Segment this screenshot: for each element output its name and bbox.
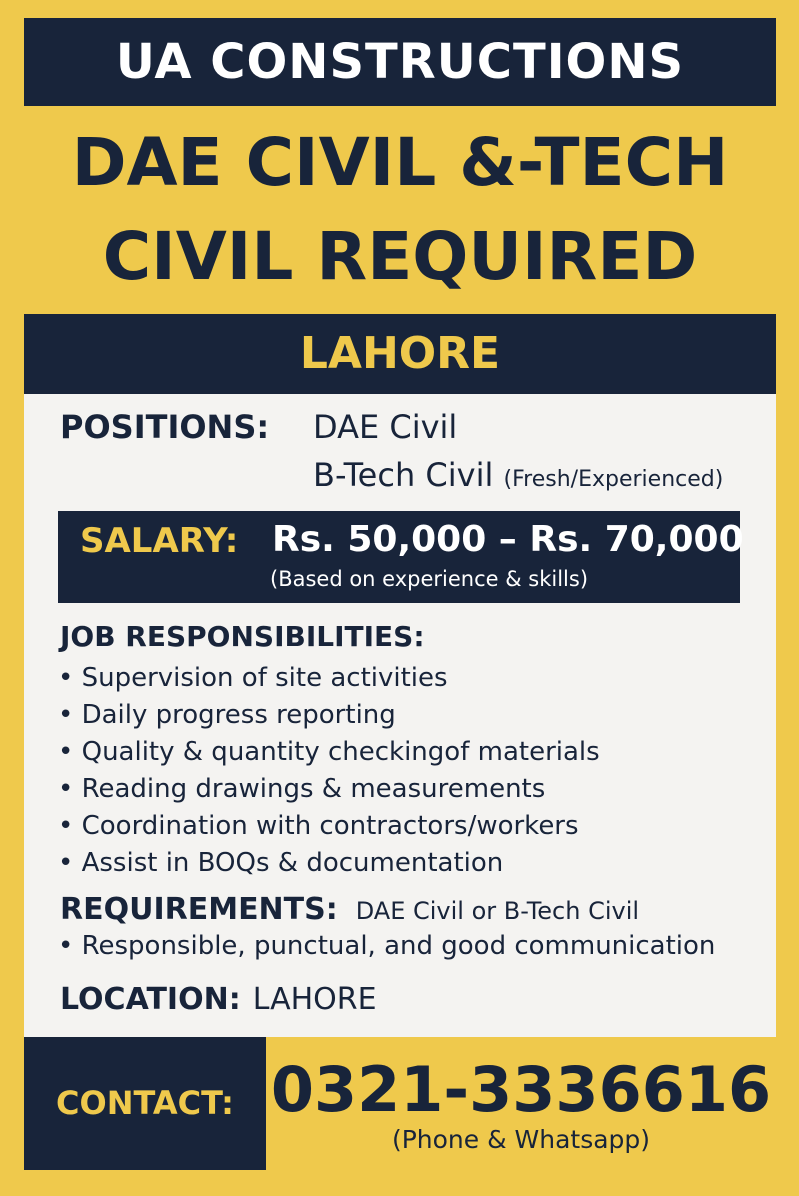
list-item: • Assist in BOQs & documentation bbox=[58, 848, 504, 878]
contact-note: (Phone & Whatsapp) bbox=[391, 1125, 651, 1154]
city-banner: LAHORE bbox=[24, 314, 776, 394]
headline-line-1: DAE CIVIL &-TECH bbox=[71, 124, 729, 201]
positions-label: POSITIONS: bbox=[60, 408, 270, 446]
contact-box bbox=[266, 1037, 776, 1170]
location-value: LAHORE bbox=[252, 982, 377, 1017]
company-name: UA CONSTRUCTIONS bbox=[24, 18, 776, 106]
position-item: DAE Civil bbox=[313, 408, 458, 446]
list-item: • Coordination with contractors/workers bbox=[58, 811, 579, 841]
requirements-value: DAE Civil or B-Tech Civil bbox=[355, 897, 640, 925]
requirements-heading bbox=[60, 892, 639, 927]
headline bbox=[24, 106, 776, 314]
list-item: • Daily progress reporting bbox=[58, 700, 396, 730]
salary-box bbox=[58, 511, 744, 603]
salary-label: SALARY: bbox=[80, 521, 239, 561]
positions-note: (Fresh/Experienced) bbox=[503, 467, 724, 492]
location-line bbox=[60, 982, 377, 1017]
salary-amount: Rs. 50,000 – Rs. 70,000 bbox=[272, 519, 744, 560]
salary-note: (Based on experience & skills) bbox=[270, 567, 589, 591]
contact-number[interactable]: 0321-3336616 bbox=[270, 1053, 772, 1126]
headline-line-2: CIVIL REQUIRED bbox=[102, 218, 698, 295]
responsibilities-title: JOB RESPONSIBILITIES: bbox=[60, 620, 425, 653]
responsibilities-list bbox=[58, 660, 600, 882]
list-item: • Quality & quantity checkingof materials bbox=[58, 737, 600, 767]
list-item: • Supervision of site activities bbox=[58, 663, 448, 693]
requirement-item: • Responsible, punctual, and good communication bbox=[58, 931, 716, 961]
location-label: LOCATION: bbox=[60, 982, 241, 1017]
contact-label: CONTACT: bbox=[24, 1037, 266, 1170]
requirements-title: REQUIREMENTS: bbox=[60, 892, 338, 927]
list-item: • Reading drawings & measurements bbox=[58, 774, 546, 804]
position-item: B-Tech Civil (Fresh/Experienced) bbox=[313, 456, 724, 494]
